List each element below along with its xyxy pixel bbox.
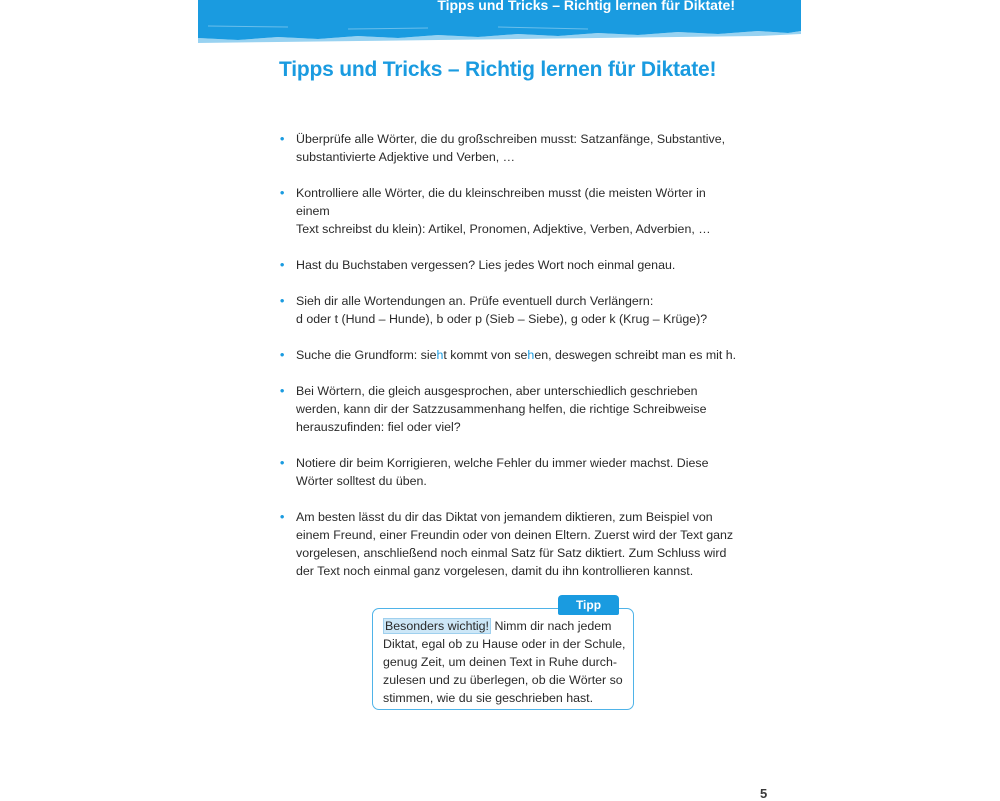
- item-line: substantivierte Adjektive und Verben, …: [296, 150, 516, 164]
- item-line: Hast du Buchstaben vergessen? Lies jedes Wort noch einmal genau.: [296, 258, 676, 272]
- bullet-icon: •: [280, 456, 285, 470]
- list-item: [280, 130, 740, 166]
- item-line: Sieh dir alle Wortendungen an. Prüfe eventuell durch Verlängern:: [296, 294, 654, 308]
- banner-title: Tipps und Tricks – Richtig lernen für Diktate!: [437, 0, 735, 13]
- page-title: Tipps und Tricks – Richtig lernen für Diktate!: [279, 58, 717, 81]
- bullet-icon: •: [280, 294, 285, 308]
- bullet-icon: •: [280, 510, 285, 524]
- item-line: werden, kann dir der Satzzusammenhang helfen, die richtige Schreibweise: [296, 402, 707, 416]
- item-line: der Text noch einmal ganz vorgelesen, damit du ihn kontrollieren kannst.: [296, 564, 694, 578]
- item-text: t kommt von se: [443, 348, 528, 362]
- tip-highlight: Besonders wichtig!: [385, 619, 489, 633]
- tips-list: [280, 130, 740, 580]
- tip-text: [383, 617, 628, 707]
- tip-line: Nimm dir nach jedem: [491, 619, 612, 633]
- item-line: Überprüfe alle Wörter, die du großschreiben musst: Satzanfänge, Substantive,: [296, 132, 726, 146]
- header-banner: [198, 0, 801, 46]
- item-line: Bei Wörtern, die gleich ausgesprochen, aber unterschiedlich geschrieben: [296, 384, 698, 398]
- list-item: [280, 292, 740, 328]
- tip-label: Tipp: [558, 595, 619, 615]
- bullet-icon: •: [280, 258, 285, 272]
- bullet-icon: •: [280, 132, 285, 146]
- item-line: Text schreibst du klein): Artikel, Pronomen, Adjektive, Verben, Adverbien, …: [296, 222, 711, 236]
- bullet-icon: •: [280, 186, 285, 200]
- list-item: [280, 184, 740, 238]
- item-line: Kontrolliere alle Wörter, die du kleinschreiben musst (die meisten Wörter in einem: [296, 186, 706, 218]
- tip-line: stimmen, wie du sie geschrieben hast.: [383, 691, 594, 705]
- highlight-letter: h: [527, 348, 535, 362]
- item-line: herauszufinden: fiel oder viel?: [296, 420, 461, 434]
- bullet-icon: •: [280, 384, 285, 398]
- item-text: Suche die Grundform: sie: [296, 348, 437, 362]
- list-item: [280, 382, 740, 436]
- item-line: Am besten lässt du dir das Diktat von jemandem diktieren, zum Beispiel von: [296, 510, 713, 524]
- item-line: einem Freund, einer Freundin oder von deinen Eltern. Zuerst wird der Text ganz: [296, 528, 734, 542]
- highlight-letter: h: [436, 348, 444, 362]
- item-line: Wörter solltest du üben.: [296, 474, 427, 488]
- item-line: d oder t (Hund – Hunde), b oder p (Sieb – Siebe), g oder k (Krug – Krüge)?: [296, 312, 708, 326]
- list-item: [280, 508, 740, 580]
- bullet-icon: •: [280, 348, 285, 362]
- list-item: [280, 454, 740, 490]
- item-text: en, deswegen schreibt man es mit h.: [534, 348, 737, 362]
- tip-line: zulesen und zu überlegen, ob die Wörter so: [383, 673, 623, 687]
- item-line: vorgelesen, anschließend noch einmal Satz für Satz diktiert. Zum Schluss wird: [296, 546, 727, 560]
- list-item: [280, 256, 740, 274]
- item-line: Notiere dir beim Korrigieren, welche Fehler du immer wieder machst. Diese: [296, 456, 709, 470]
- tip-line: Diktat, egal ob zu Hause oder in der Schule,: [383, 637, 626, 651]
- tip-line: genug Zeit, um deinen Text in Ruhe durch-: [383, 655, 617, 669]
- list-item: [280, 346, 740, 364]
- page-number: 5: [760, 786, 768, 801]
